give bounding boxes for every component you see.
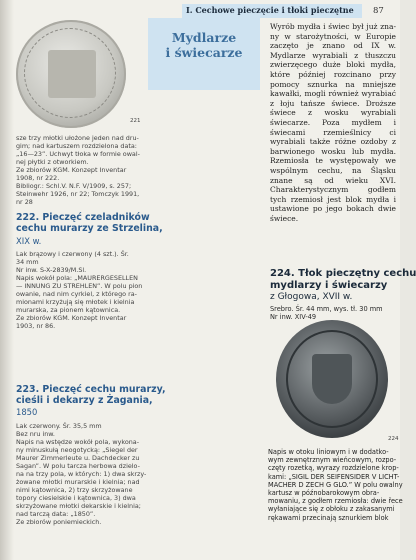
- text-line: Napis wokół pola: „MAURERGESELLEN: [16, 274, 138, 282]
- text-line: owanie, nad nim cyrkiel, z którego ra-: [16, 290, 137, 298]
- entry-223-text: [16, 422, 148, 526]
- text-line: — INNUNG ZU STREHLEN”. W polu pion: [16, 282, 143, 290]
- entry-223-year: 1850: [16, 407, 38, 417]
- text-line: Napis na wstędze wokół pola, wykona-: [16, 438, 140, 446]
- text-line: ny minuskułą neogotycką: „Siegel der: [16, 446, 138, 454]
- title-line: cieśli i dekarzy z Żagania,: [16, 395, 153, 406]
- text-line: kami: „SIGIL DER SEIFENSIDER V LICHT-: [268, 472, 400, 481]
- text-line: MACHER D ZECH G GLO.” W polu owalny: [268, 480, 403, 489]
- entry-224-origin: z Głogowa, XVII w.: [270, 292, 353, 302]
- text-line: murarska, za pionem kątownica.: [16, 306, 121, 314]
- photo-number-224: 224: [388, 436, 399, 442]
- intro-paragraph-text: Wyrób mydła i świec był już zna-ny w starożytności, w Europie zaczęto je znano od IX w. Mydlarze wyrabiali z tłuszczu zwierzęcego duże bloki mydła, które później rozcinano przy pomocy sznurka na mniejsze kawałki, mogli również wyrabiać z łoju tańsze świece. Droższe świece z wosku wyrabiali świecarze. Poza mydłem i świecami rzemieślnicy ci wyrabiali także różne ozdoby z barwionego wosku lub mydła. Rzemiosła te występowały we wspólnym cechu, na Śląsku znane są od wieku XVI. Charakterystycznym godłem tych rzemiosł jest blok mydła i ustawione po jego bokach dwie świece.: [270, 22, 396, 223]
- photo-number-221: 221: [130, 118, 141, 124]
- text-line: wym zewnętrznym wieńcowym, rozpo-: [268, 456, 397, 465]
- text-line: mowaniu, z godłem rzemiosła: dwie řece: [268, 497, 403, 506]
- title-line: cechu murarzy ze Strzelina,: [16, 223, 163, 234]
- seal-photo-224: [276, 320, 388, 438]
- text-line: 1908, nr 222.: [16, 174, 60, 182]
- entry-222-text: [16, 250, 148, 330]
- text-line: nad tarczą data: „1850”.: [16, 510, 96, 518]
- text-line: Sagan”. W polu tarcza herbowa dzielo-: [16, 462, 140, 470]
- text-line: Bibliogr.: Schl.V. N.F. V/1909, s. 257;: [16, 182, 132, 190]
- section-header-title: I. Cechowe pieczęcie i tłoki pieczętne: [186, 5, 354, 15]
- entry-224-title: [270, 268, 416, 292]
- sidebar-title-line1: Mydlarze: [171, 30, 237, 45]
- title-line: 223. Pieczęć cechu murarzy,: [16, 384, 166, 395]
- text-line: sze trzy młotki ułożone jeden nad dru-: [16, 134, 139, 142]
- text-line: kartusz w późnobarokowym obra-: [268, 489, 380, 498]
- seal-emblem: [48, 50, 96, 98]
- text-line: rękawami przecinają sznurkiem blok: [268, 513, 389, 522]
- title-line: 222. Pieczęć czeladników: [16, 212, 150, 223]
- text-line: Bez nru inw.: [16, 430, 55, 438]
- title-line: 224. Tłok pieczętny cechu: [270, 268, 416, 279]
- seal-emblem: [312, 354, 352, 404]
- text-line: Napis w otoku liniowym i w dodatko-: [268, 448, 389, 456]
- text-line: 1903, nr 86.: [16, 322, 56, 330]
- entry-224-description: [268, 448, 403, 522]
- intro-paragraph: [270, 22, 396, 223]
- sidebar-title-line2: i świecarze: [165, 45, 243, 60]
- text-line: Lak brązowy i czerwony (4 szt.). Śr.: [16, 250, 129, 258]
- text-line: topory ciesielskie i kątownica, 3) dwa: [16, 494, 136, 502]
- text-line: Maurer Zimmerleute u. Dachdecker zu: [16, 454, 140, 462]
- text-line: mionami krzyżują się młotek i kielnia: [16, 298, 135, 306]
- text-line: Ze zbiorów KGM. Konzept Inventar: [16, 314, 127, 322]
- text-line: nej płytki z otworkiem.: [16, 158, 89, 166]
- text-line: 34 mm: [16, 258, 39, 266]
- text-line: częty rozetką, wyrazy rozdzielone krop-: [268, 464, 399, 473]
- text-line: „16—23”. Uchwyt tłoka w formie owal-: [16, 150, 140, 158]
- text-line: Ze zbiorów poniemieckich.: [16, 518, 102, 526]
- text-line: na na trzy pola, w których: 1) dwa skrzy-: [16, 470, 147, 478]
- seal-photo-221: [16, 20, 126, 128]
- text-line: żowane młotki murarskie i kielnia; nad: [16, 478, 140, 486]
- title-line: mydlarzy i świecarzy: [270, 280, 388, 291]
- text-line: nr 28: [16, 198, 33, 206]
- page-gutter: [0, 0, 14, 560]
- text-line: wyłaniające się z obłoku z zakasanymi: [268, 505, 395, 514]
- text-line: Nr inw. S-X-2839/M.Sl.: [16, 266, 87, 274]
- entry-223-title: [16, 384, 166, 406]
- text-line: gim; nad kartuszem rozdzielona data:: [16, 142, 137, 150]
- entry-222-century: XIX w.: [16, 236, 42, 246]
- text-line: skrzyżowane młotki dekarskie i kielnia;: [16, 502, 141, 510]
- meta-line: Srebro. Śr. 44 mm, wys. tł. 30 mm: [270, 305, 383, 313]
- entry-221-text: [16, 134, 146, 206]
- text-line: nimi kątownica, 2) trzy skrzyżowane: [16, 486, 133, 494]
- text-line: Steinwehr 1926, nr 22; Tomczyk 1991,: [16, 190, 140, 198]
- sidebar-title: [148, 30, 260, 60]
- text-line: Ze zbiorów KGM. Konzept Inventar: [16, 166, 127, 174]
- page-number: 87: [373, 6, 384, 16]
- meta-line: Nr inw. XIV-49: [270, 313, 317, 322]
- entry-222-title: [16, 212, 163, 234]
- text-line: Lak czerwony. Śr. 35,5 mm: [16, 422, 102, 430]
